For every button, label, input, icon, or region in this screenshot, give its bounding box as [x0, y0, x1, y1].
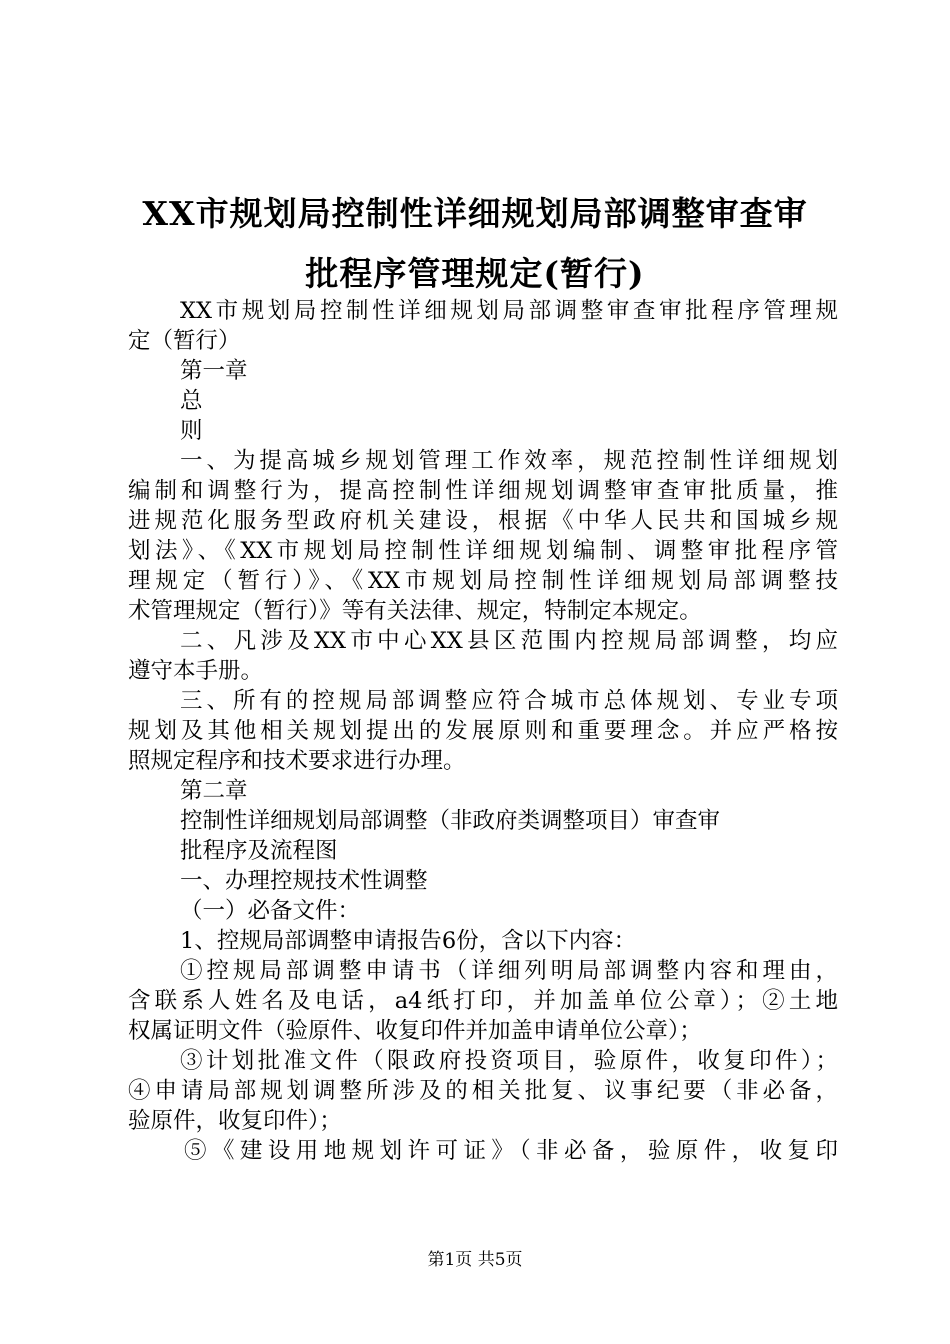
body-line: 权属证明文件（验原件、收复印件并加盖申请单位公章）； [128, 1018, 702, 1044]
body-line: 1、控规局部调整申请报告6份，含以下内容： [180, 928, 637, 954]
body-line: 划法》、《XX市规划局控制性详细规划编制、调整审批程序管 [128, 538, 838, 564]
body-line: ④申请局部规划调整所涉及的相关批复、议事纪要（非必备， [128, 1078, 838, 1104]
body-line: 第一章 [180, 358, 248, 384]
body-line: 含联系人姓名及电话，a4纸打印，并加盖单位公章）；②土地 [128, 988, 838, 1014]
body-line: 控制性详细规划局部调整（非政府类调整项目）审查审 [180, 808, 721, 834]
body-line: 则 [180, 418, 203, 444]
body-line: 验原件，收复印件）； [128, 1108, 342, 1134]
body-line: 一、办理控规技术性调整 [180, 868, 428, 894]
body-line: 第二章 [180, 778, 248, 804]
body-line: （一）必备文件： [180, 898, 361, 924]
body-line: 理规定（暂行）》、《XX市规划局控制性详细规划局部调整技 [128, 568, 838, 594]
body-line: 总 [180, 388, 203, 414]
document-title-line-2: 批程序管理规定(暂行) [305, 254, 645, 293]
body-line: 遵守本手册。 [128, 658, 264, 684]
document-title-line-1: XX市规划局控制性详细规划局部调整审查审 [142, 194, 808, 233]
body-line: 一、为提高城乡规划管理工作效率，规范控制性详细规划 [180, 448, 838, 474]
page-footer: 第1页 共5页 [427, 1250, 523, 1270]
body-line: ③计划批准文件（限政府投资项目，验原件，收复印件）； [180, 1048, 838, 1074]
body-line: 二、凡涉及XX市中心XX县区范围内控规局部调整，均应 [180, 628, 838, 654]
body-line: 术管理规定（暂行）》等有关法律、规定，特制定本规定。 [128, 598, 702, 624]
body-line: ⑤《建设用地规划许可证》（非必备，验原件，收复印 [184, 1138, 838, 1164]
body-line: XX市规划局控制性详细规划局部调整审查审批程序管理规 [180, 298, 838, 324]
body-line: 进规范化服务型政府机关建设，根据《中华人民共和国城乡规 [128, 508, 838, 534]
body-line: ①控规局部调整申请书（详细列明局部调整内容和理由， [180, 958, 838, 984]
body-line: 规划及其他相关规划提出的发展原则和重要理念。并应严格按 [128, 718, 838, 744]
body-line: 批程序及流程图 [180, 838, 338, 864]
body-line: 编制和调整行为，提高控制性详细规划调整审查审批质量，推 [128, 478, 838, 504]
body-line: 三、所有的控规局部调整应符合城市总体规划、专业专项 [180, 688, 838, 714]
body-line: 定（暂行） [128, 328, 241, 354]
body-line: 照规定程序和技术要求进行办理。 [128, 748, 466, 774]
document-body [128, 296, 838, 1166]
